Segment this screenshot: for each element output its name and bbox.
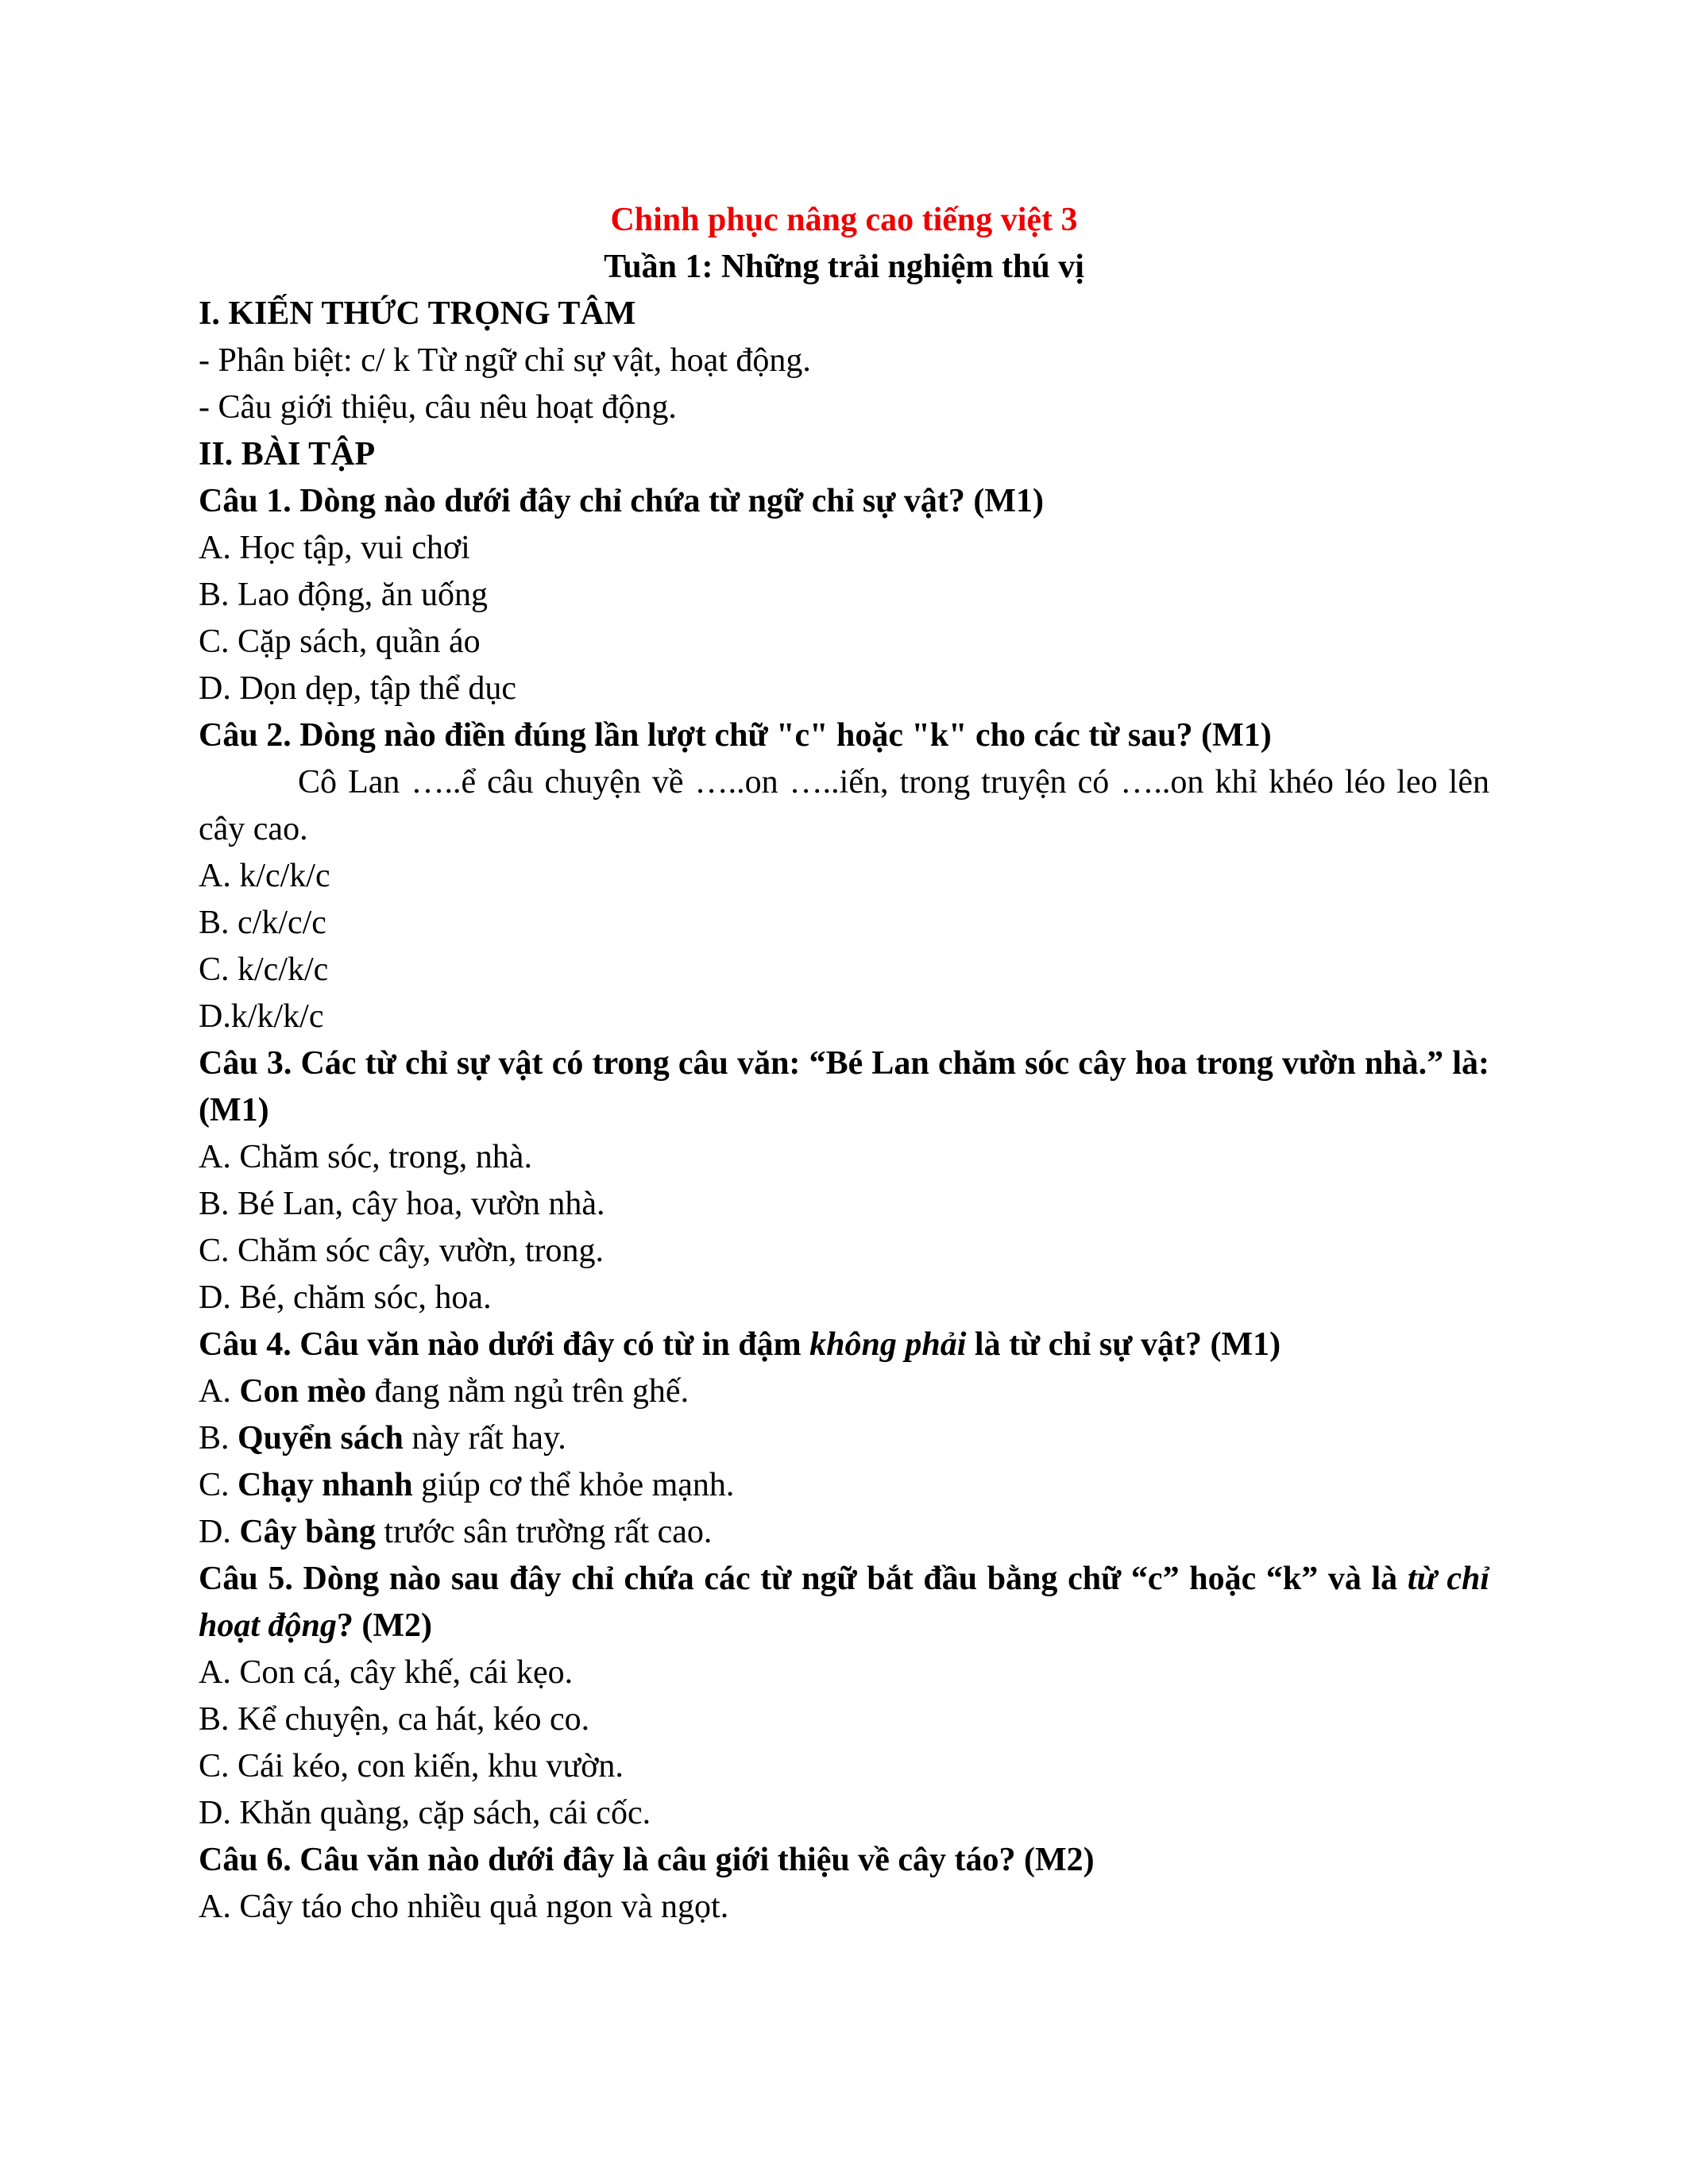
document-title: Chinh phục nâng cao tiếng việt 3 [610, 202, 1078, 238]
section-heading-exercises: II. BÀI TẬP [199, 436, 376, 473]
option-rest: đang nằm ngủ trên ghế. [366, 1373, 689, 1410]
answer-option: D. Dọn dẹp, tập thể dục [199, 670, 517, 707]
option-bold-word: Cây bàng [239, 1514, 376, 1550]
question-5 [199, 1556, 1489, 1650]
option-letter: A. [199, 1373, 240, 1410]
section-heading-knowledge: I. KIẾN THỨC TRỌNG TÂM [199, 295, 636, 332]
question-5-emphasis: từ chỉ hoạt động [199, 1561, 1489, 1644]
option-bold-word: Con mèo [239, 1373, 367, 1410]
option-rest: trước sân trường rất cao. [375, 1514, 713, 1550]
option-letter: C. [199, 1467, 238, 1503]
answer-option [199, 1368, 1489, 1415]
answer-option [199, 1415, 1489, 1462]
answer-option: B. Bé Lan, cây hoa, vườn nhà. [199, 1186, 605, 1222]
answer-option [199, 1462, 1489, 1509]
answer-option: A. k/c/k/c [199, 858, 330, 894]
question-2-passage: Cô Lan …..ể câu chuyện về …..on …..iến, trong truyện có …..on khỉ khéo léo leo lên cây cao. [199, 764, 1489, 847]
question-2: Câu 2. Dòng nào điền đúng lần lượt chữ "c" hoặc "k" cho các từ sau? (M1) [199, 717, 1272, 754]
answer-option: A. Chăm sóc, trong, nhà. [199, 1139, 532, 1175]
option-bold-word: Quyển sách [238, 1420, 404, 1457]
option-rest: này rất hay. [403, 1420, 566, 1457]
question-4-text-end: là từ chỉ sự vật? (M1) [966, 1326, 1281, 1363]
question-5-text: Câu 5. Dòng nào sau đây chỉ chứa các từ ngữ bắt đầu bằng chữ “c” hoặc “k” và là [199, 1561, 1408, 1597]
answer-option [199, 1509, 1489, 1556]
answer-option: A. Học tập, vui chơi [199, 530, 470, 566]
answer-option: A. Con cá, cây khế, cái kẹo. [199, 1654, 574, 1691]
option-letter: B. [199, 1420, 238, 1457]
option-bold-word: Chạy nhanh [238, 1467, 413, 1503]
answer-option: C. Chăm sóc cây, vườn, trong. [199, 1233, 605, 1269]
question-4 [199, 1322, 1489, 1368]
question-3: Câu 3. Các từ chỉ sự vật có trong câu văn: “Bé Lan chăm sóc cây hoa trong vườn nhà.” là: (M1) [199, 1045, 1489, 1129]
knowledge-point: - Câu giới thiệu, câu nêu hoạt động. [199, 389, 677, 426]
answer-option: D.k/k/k/c [199, 998, 324, 1035]
answer-option: D. Khăn quàng, cặp sách, cái cốc. [199, 1795, 651, 1831]
question-4-emphasis: không phải [809, 1326, 967, 1363]
answer-option: C. Cái kéo, con kiến, khu vườn. [199, 1748, 624, 1785]
answer-option: C. Cặp sách, quần áo [199, 623, 481, 660]
document-content [199, 197, 1489, 1931]
question-5-text-end: ? (M2) [336, 1607, 433, 1644]
question-4-text: Câu 4. Câu văn nào dưới đây có từ in đậm [199, 1326, 810, 1363]
answer-option: D. Bé, chăm sóc, hoa. [199, 1279, 492, 1316]
answer-option: B. c/k/c/c [199, 905, 326, 941]
question-6: Câu 6. Câu văn nào dưới đây là câu giới thiệu về cây táo? (M2) [199, 1842, 1095, 1878]
knowledge-point: - Phân biệt: c/ k Từ ngữ chỉ sự vật, hoạt động. [199, 342, 811, 379]
option-rest: giúp cơ thể khỏe mạnh. [412, 1467, 735, 1503]
option-letter: D. [199, 1514, 240, 1550]
answer-option: C. k/c/k/c [199, 951, 329, 988]
answer-option: B. Kể chuyện, ca hát, kéo co. [199, 1701, 590, 1738]
answer-option: B. Lao động, ăn uống [199, 577, 488, 613]
answer-option: A. Cây táo cho nhiều quả ngon và ngọt. [199, 1889, 729, 1925]
question-1: Câu 1. Dòng nào dưới đây chỉ chứa từ ngữ chỉ sự vật? (M1) [199, 483, 1045, 519]
document-subtitle: Tuần 1: Những trải nghiệm thú vị [604, 249, 1084, 285]
